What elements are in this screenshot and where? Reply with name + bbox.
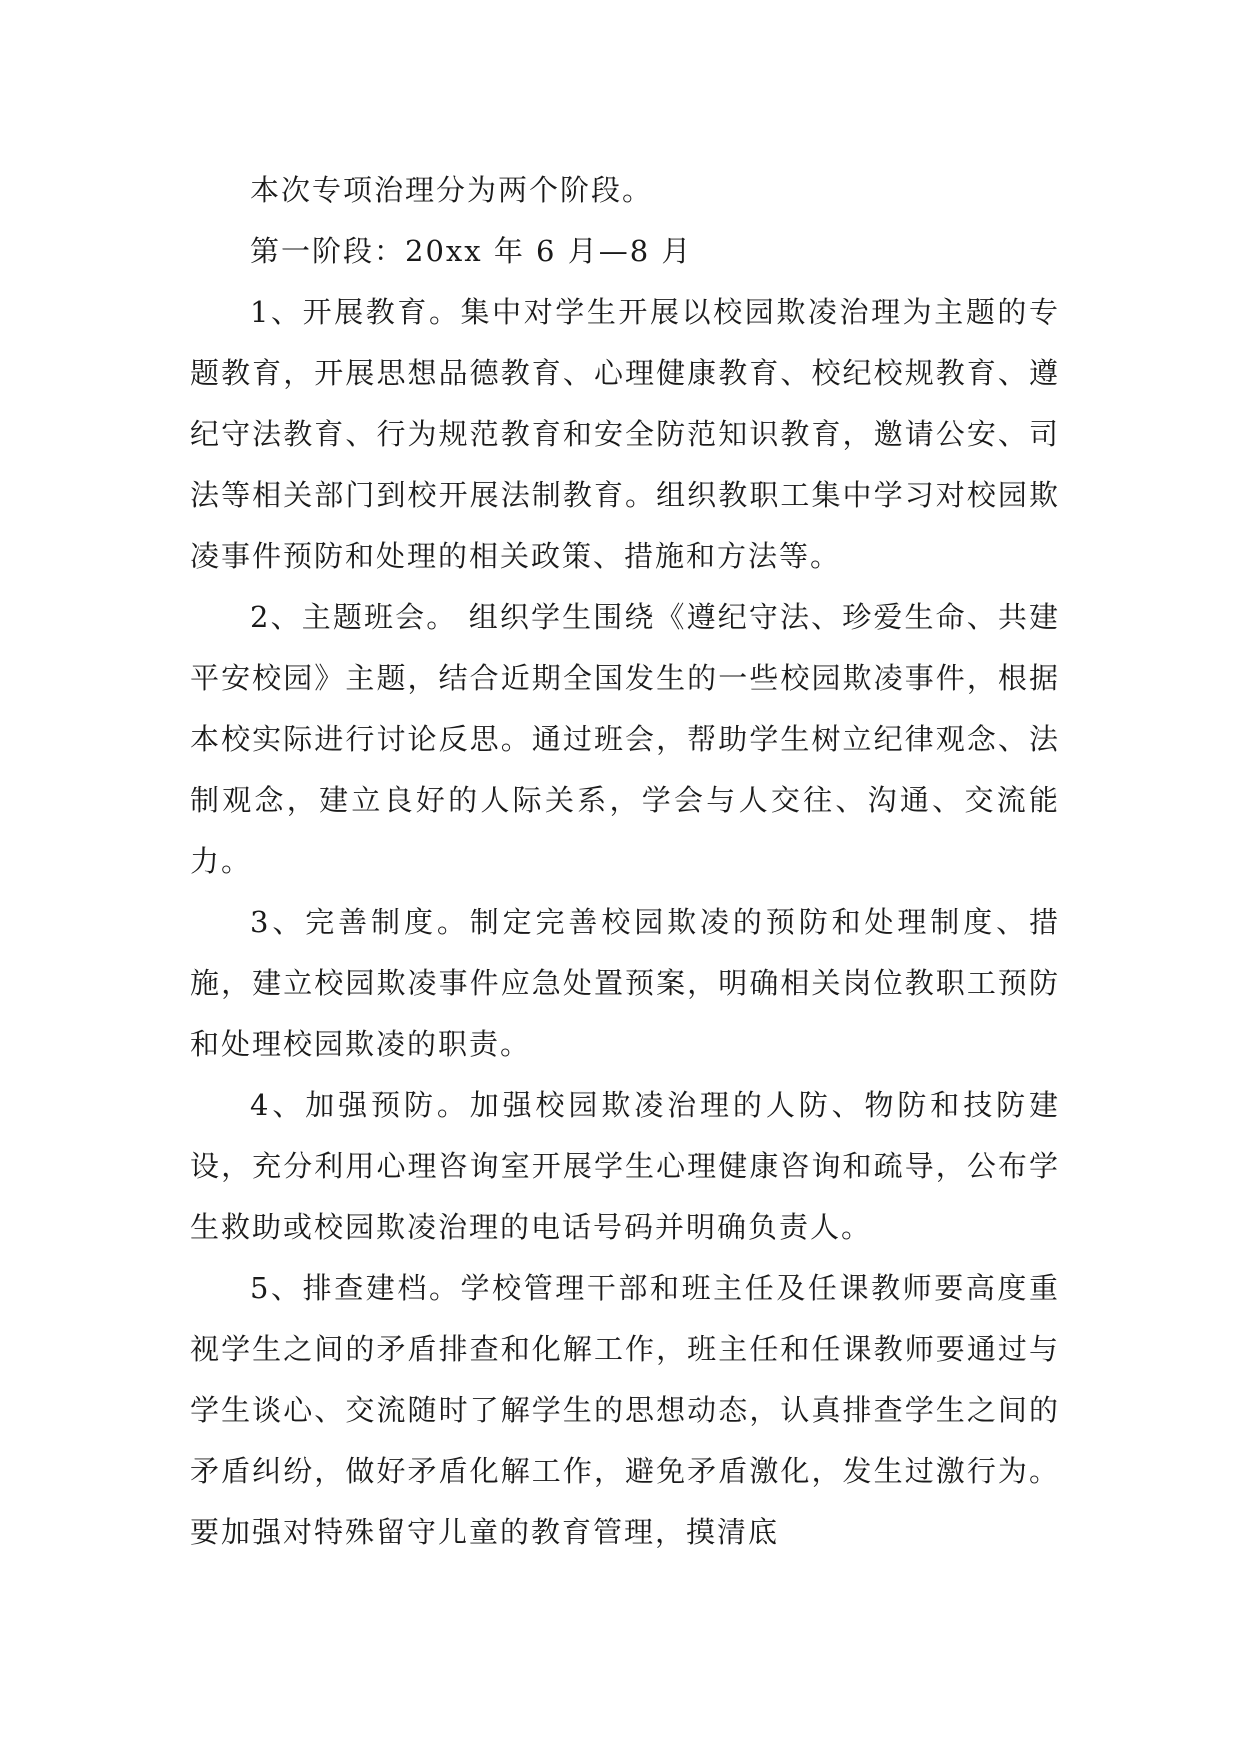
paragraph-item-1: 1、开展教育。集中对学生开展以校园欺凌治理为主题的专题教育，开展思想品德教育、心理健康教育、校纪校规教育、遵纪守法教育、行为规范教育和安全防范知识教育，邀请公安、司法等相关部门到校开展法制教育。组织教职工集中学习对校园欺凌事件预防和处理的相关政策、措施和方法等。 <box>190 295 1060 573</box>
paragraph-item-4: 4、加强预防。加强校园欺凌治理的人防、物防和技防建设，充分利用心理咨询室开展学生心理健康咨询和疏导，公布学生救助或校园欺凌治理的电话号码并明确负责人。 <box>190 1088 1060 1244</box>
paragraph-item-2: 2、主题班会。 组织学生围绕《遵纪守法、珍爱生命、共建平安校园》主题，结合近期全国发生的一些校园欺凌事件，根据本校实际进行讨论反思。通过班会，帮助学生树立纪律观念、法制观念，建立良好的人际关系，学会与人交往、沟通、交流能力。 <box>190 600 1060 878</box>
paragraph-item-3: 3、完善制度。制定完善校园欺凌的预防和处理制度、措施，建立校园欺凌事件应急处置预案，明确相关岗位教职工预防和处理校园欺凌的职责。 <box>190 905 1060 1061</box>
paragraph-stage-one: 第一阶段：20xx 年 6 月—8 月 <box>250 234 693 268</box>
paragraph-intro: 本次专项治理分为两个阶段。 <box>250 173 654 207</box>
paragraph-item-5: 5、排查建档。学校管理干部和班主任及任课教师要高度重视学生之间的矛盾排查和化解工作，班主任和任课教师要通过与学生谈心、交流随时了解学生的思想动态，认真排查学生之间的矛盾纠纷，做好矛盾化解工作，避免矛盾激化，发生过激行为。要加强对特殊留守儿童的教育管理，摸清底 <box>190 1271 1060 1549</box>
document-body <box>190 160 1060 1563</box>
